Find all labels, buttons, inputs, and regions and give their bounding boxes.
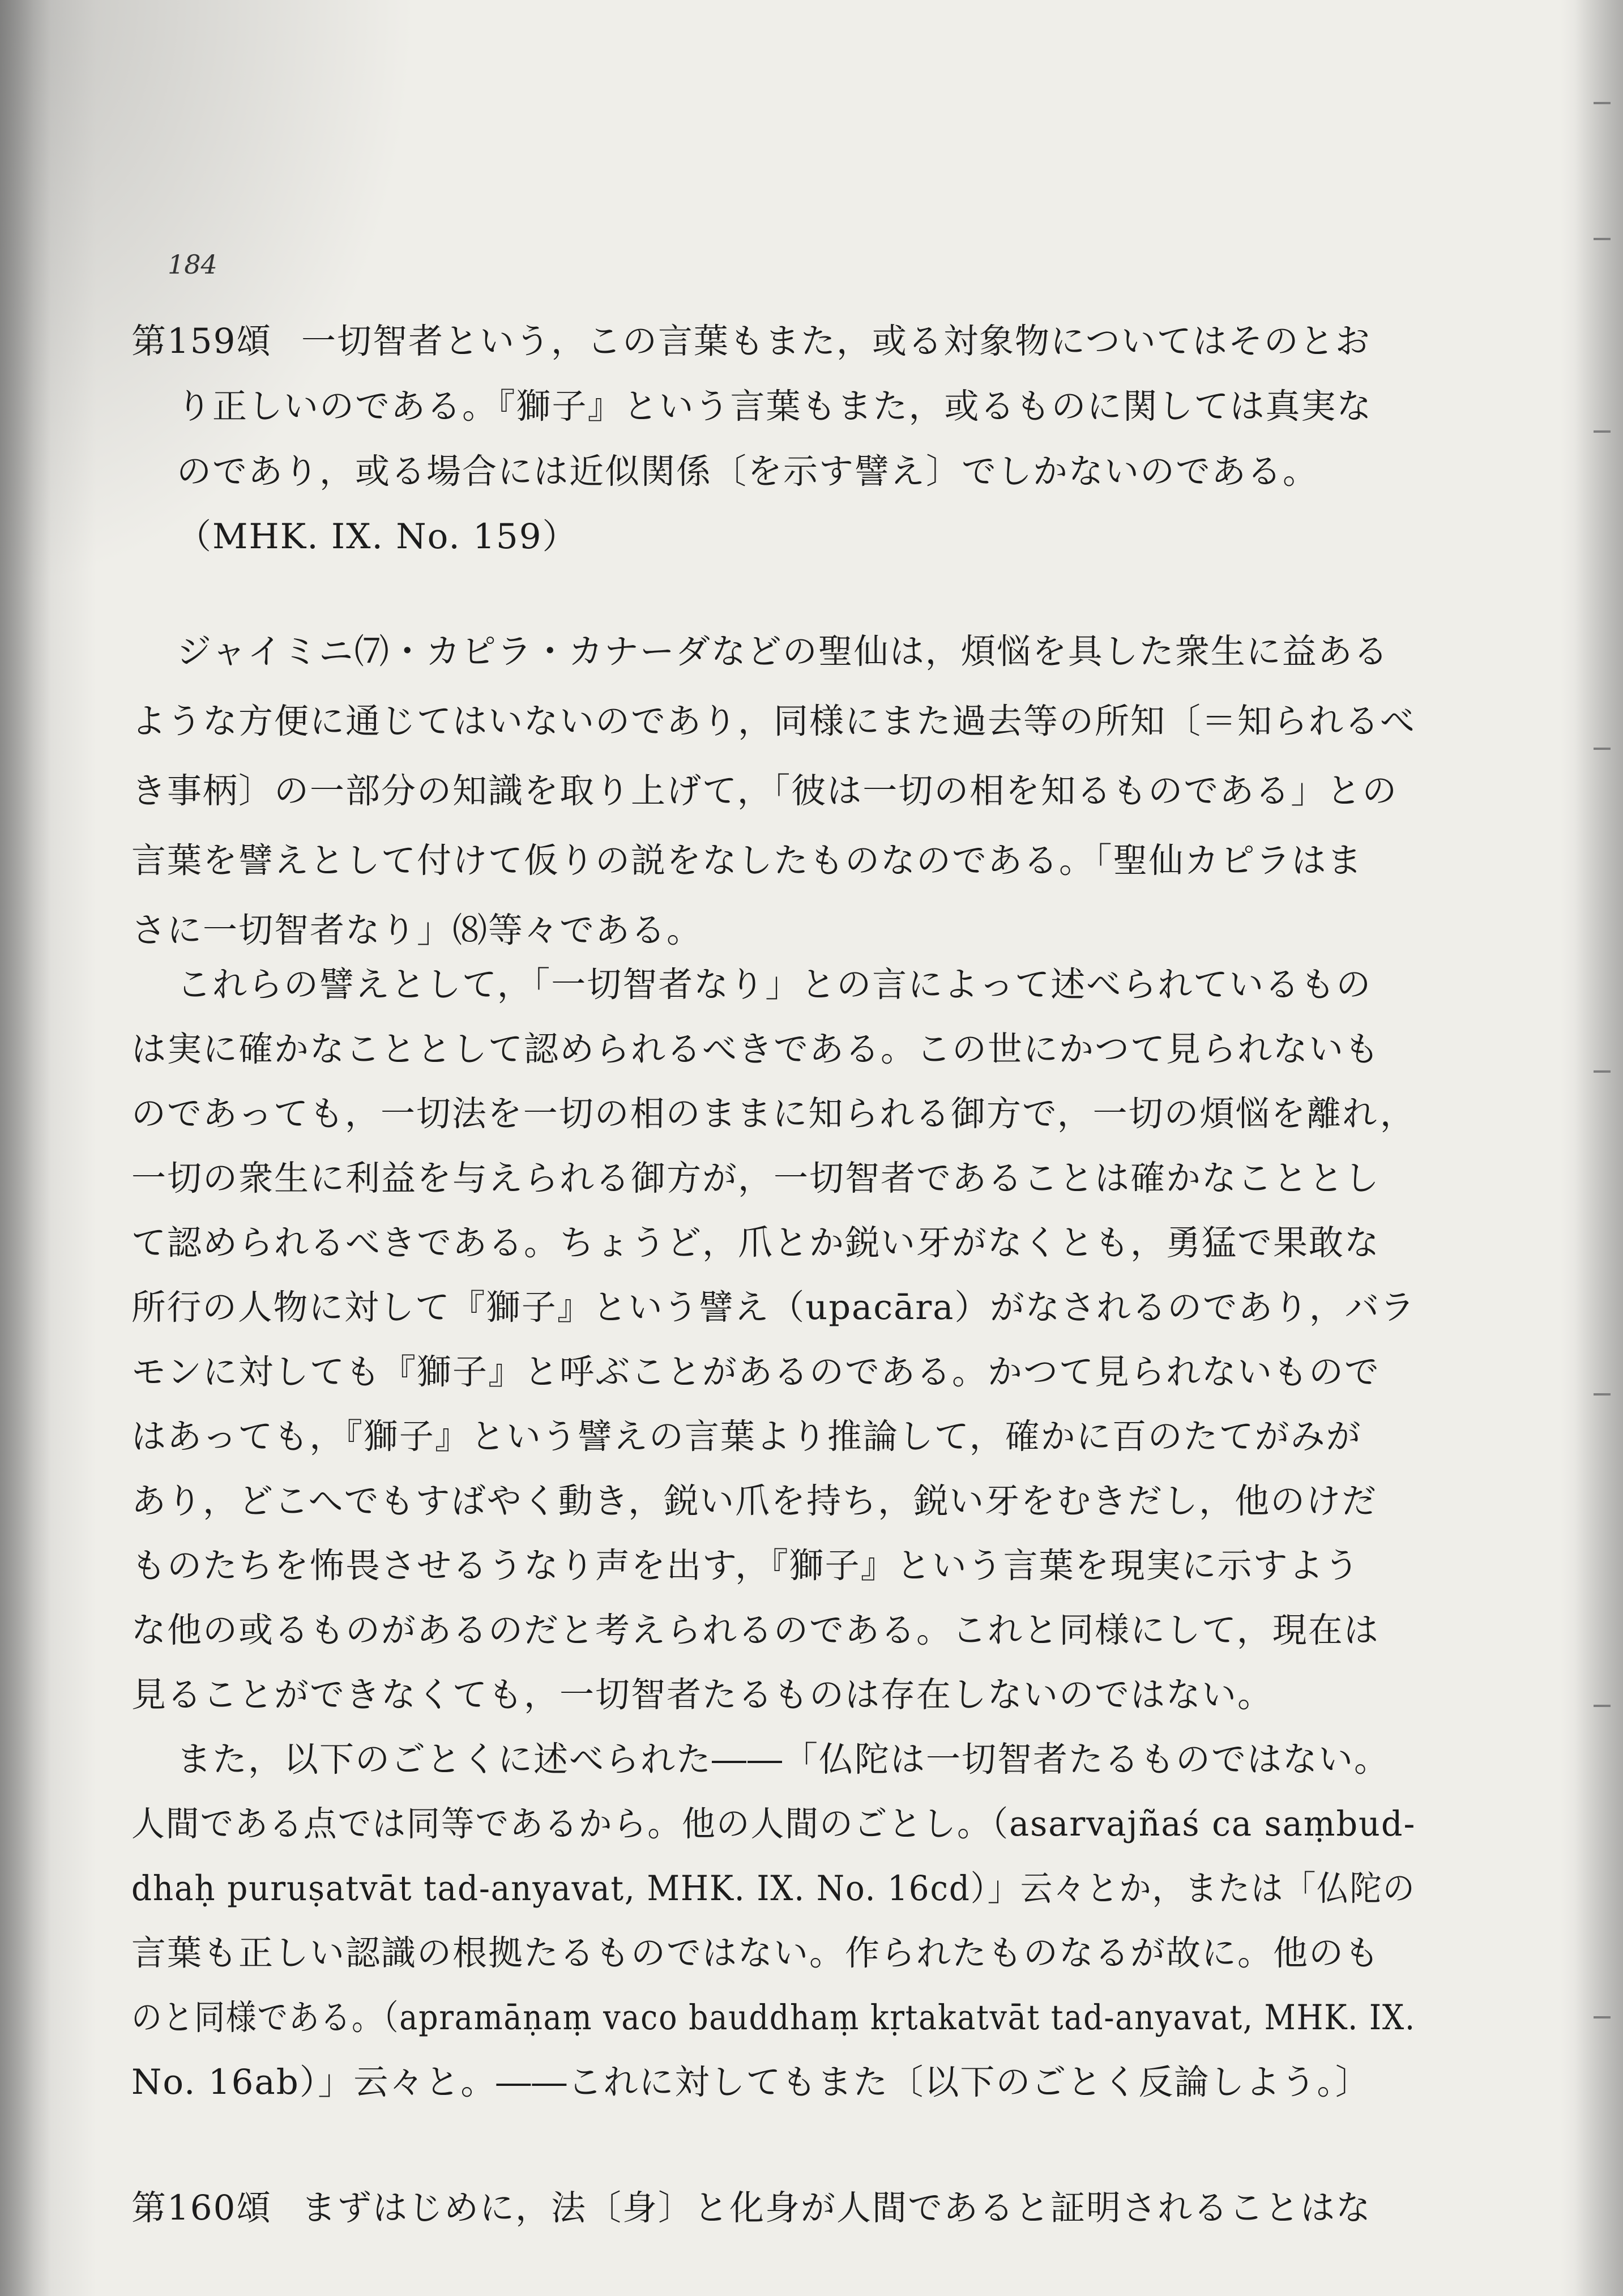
paragraph-1-line: ような方便に通じてはいないのであり，同様にまた過去等の所知〔＝知られるべ (131, 701, 1416, 741)
edge-mark (1594, 1393, 1611, 1395)
paragraph-2-line: これらの譬えとして，「一切智者なり」との言によって述べられているもの (177, 965, 1372, 1005)
paragraph-1-line: さに一切智者なり」⑻等々である。 (131, 910, 703, 950)
verse-159-line: り正しいのである。『獅子』という言葉もまた，或るものに関しては真実な (177, 386, 1373, 426)
scan-edge-right (1575, 0, 1623, 2296)
paragraph-3-line: また，以下のごとくに述べられた――「仏陀は一切智者たるものではない。 (177, 1739, 1390, 1779)
edge-mark (1594, 1705, 1611, 1707)
edge-mark (1594, 2016, 1611, 2018)
paragraph-2-line: はあっても，『獅子』という譬えの言葉より推論して，確かに百のたてがみが (131, 1416, 1362, 1457)
paragraph-3-line: 言葉も正しい認識の根拠たるものではない。作られたものなるが故に。他のも (131, 1933, 1381, 1973)
paragraph-2-line: 所行の人物に対して『獅子』という譬え（upacāra）がなされるのであり，バラ (131, 1287, 1416, 1328)
edge-mark (1594, 430, 1611, 433)
verse-159-line (131, 321, 1371, 361)
verse-159-line: のであり，或る場合には近似関係〔を示す譬え〕でしかないのである。 (177, 451, 1319, 492)
paragraph-2-line: て認められるべきである。ちょうど，爪とか鋭い牙がなくとも，勇猛で果敢な (131, 1223, 1381, 1263)
paragraph-2-line: のであっても，一切法を一切の相のままに知られる御方で，一切の煩悩を離れ， (131, 1094, 1416, 1134)
edge-mark (1594, 102, 1611, 104)
edge-mark (1594, 238, 1611, 240)
paragraph-2-line: あり，どこへでもすばやく動き，鋭い爪を持ち，鋭い牙をむきだし，他のけだ (131, 1481, 1378, 1521)
scan-shadow-left (0, 0, 51, 2296)
verse-160-label: 第160頌 (131, 2188, 272, 2228)
paragraph-1-line: き事柄〕の一部分の知識を取り上げて，「彼は一切の相を知るものである」との (131, 771, 1398, 811)
paragraph-2-line: 一切の衆生に利益を与えられる御方が，一切智者であることは確かなこととし (131, 1158, 1381, 1198)
verse-160-line (131, 2188, 1372, 2228)
verse-159-citation: （MHK. IX. No. 159） (177, 517, 578, 557)
paragraph-2-line: な他の或るものがあるのだと考えられるのである。これと同様にして，現在は (131, 1610, 1379, 1650)
page-number: 184 (168, 249, 217, 280)
paragraph-1-line: ジャイミニ⑺・カピラ・カナーダなどの聖仙は，煩悩を具した衆生に益ある (177, 631, 1389, 672)
paragraph-1-line: 言葉を譬えとして付けて仮りの説をなしたものなのである。「聖仙カピラはま (131, 840, 1363, 881)
paragraph-3-line: dhaḥ puruṣatvāt tad-anyavat, MHK. IX. No. 16cd）」云々とか，または「仏陀の (131, 1868, 1416, 1909)
paragraph-3-line: No. 16ab）」云々と。――これに対してもまた〔以下のごとく反論しよう。〕 (131, 2062, 1371, 2102)
paragraph-2-line: 見ることができなくても，一切智者たるものは存在しないのではない。 (131, 1675, 1274, 1715)
paragraph-3-line: 人間である点では同等であるから。他の人間のごとし。（asarvajñaś ca saṃbud- (131, 1804, 1416, 1844)
verse-159-label: 第159頌 (131, 321, 272, 361)
edge-mark (1594, 1070, 1611, 1073)
verse-160-text: まずはじめに，法〔身〕と化身が人間であると証明されることはな (301, 2188, 1372, 2228)
paragraph-3-line: のと同様である。（apramāṇaṃ vaco bauddhaṃ kṛtakatvāt tad-anyavat, MHK. IX. (131, 1998, 1416, 2038)
paragraph-2-line: ものたちを怖畏させるうなり声を出す，『獅子』という言葉を現実に示すよう (131, 1546, 1360, 1586)
paragraph-2-line: は実に確かなこととして認められるべきである。この世にかつて見られないも (131, 1029, 1381, 1069)
edge-mark (1594, 748, 1611, 750)
verse-159-text: 一切智者という，この言葉もまた，或る対象物についてはそのとお (301, 321, 1371, 361)
paragraph-2-line: モンに対しても『獅子』と呼ぶことがあるのである。かつて見られないもので (131, 1352, 1381, 1392)
